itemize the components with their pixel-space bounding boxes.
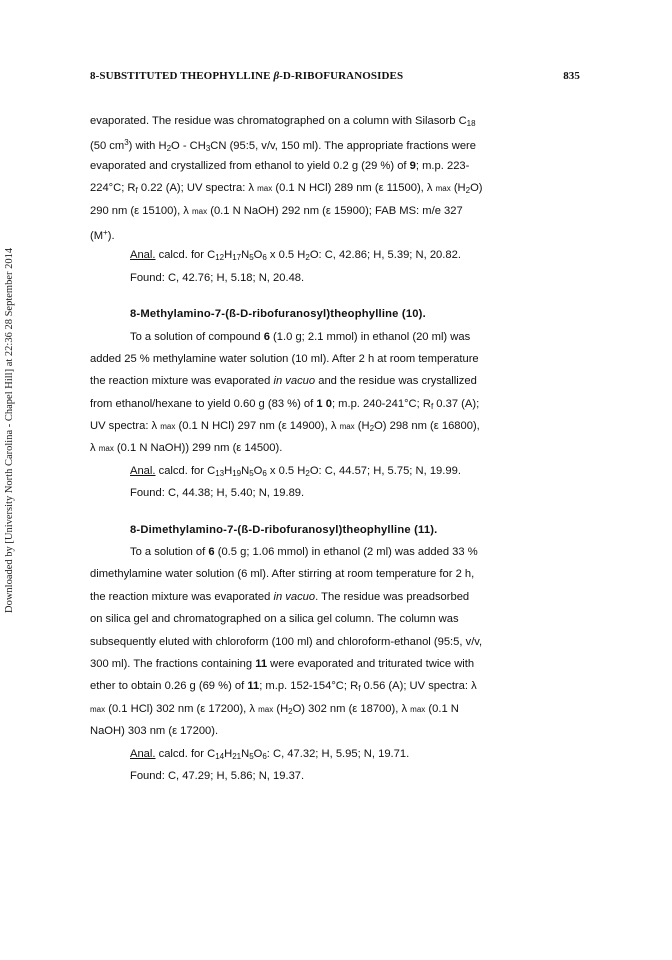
text-line: on silica gel and chromatographed on a silica gel column. The column was xyxy=(90,613,459,626)
text-line: evaporated. The residue was chromatographed on a column with Silasorb $C_{18}$ xyxy=(90,115,476,128)
text-line: dimethylamine water solution (6 ml). After stirring at room temperature for 2 h, xyxy=(90,568,475,581)
analysis-calcd: Anal. calcd. for $C_{14}H_{21}N_5O_6$: C, 47.32; H, 5.95; N, 19.71. xyxy=(130,747,410,761)
analysis-calcd: Anal. calcd. for $C_{12}H_{17}N_5O_6$ x 0.5 $H_2O$: C, 42.86; H, 5.39; N, 20.82. xyxy=(130,249,461,263)
text-line: the reaction mixture was evaporated in vacuo. The residue was preadsorbed xyxy=(90,590,470,603)
text-line: (50 $cm^3$) with $H_2O - CH_3CN$ (95:5, v/v, 150 ml). The appropriate fractions were xyxy=(90,138,477,154)
text-line: 224°C; $R_f$ 0.22 (A); UV spectra: λ max (0.1 N HCl) 289 nm (ε 11500), λ $\max (H_2O)$ xyxy=(90,182,483,196)
text-line: 300 ml). The fractions containing 11 were evaporated and triturated twice with xyxy=(90,657,475,670)
text-line: max (0.1 HCl) 302 nm (ε 17200), λ $\max (H_2O)$ 302 nm (ε 18700), λ max (0.1 N xyxy=(90,702,459,716)
elemental-analysis-11 xyxy=(90,743,590,788)
text-line: evaporated and crystallized from ethanol to yield 0.2 g (29 %) of 9; m.p. 223- xyxy=(90,159,470,172)
text-line: 290 nm (ε 15100), λ max (0.1 N NaOH) 292 nm (ε 15900); FAB MS: m/e 327 xyxy=(90,204,463,217)
text-line: from ethanol/hexane to yield 0.60 g (83 %) of 1 0; m.p. 240-241°C; $R_f$ 0.37 (A); xyxy=(90,397,480,411)
text-line: ether to obtain 0.26 g (69 %) of 11; m.p. 152-154°C; $R_f$ 0.56 (A); UV spectra: λ xyxy=(90,680,477,694)
text-line: λ max (0.1 N NaOH)) 299 nm (ε 14500). xyxy=(90,442,283,455)
elemental-analysis-9 xyxy=(90,244,590,289)
text-line: subsequently eluted with chloroform (100 ml) and chloroform-ethanol (95:5, v/v, xyxy=(90,635,483,648)
article-body xyxy=(90,110,590,787)
elemental-analysis-10 xyxy=(90,460,590,505)
text-line: the reaction mixture was evaporated in vacuo and the residue was crystallized xyxy=(90,375,477,388)
running-title: 8-SUBSTITUTED THEOPHYLLINE β-D-RIBOFURANOSIDES xyxy=(90,70,404,82)
analysis-found: Found: C, 44.38; H, 5.40; N, 19.89. xyxy=(130,487,305,500)
analysis-found: Found: C, 47.29; H, 5.86; N, 19.37. xyxy=(130,769,305,782)
section-heading-compound-10: 8-Methylamino-7-(ß-D-ribofuranosyl)theophylline (10). xyxy=(130,308,426,321)
download-notice: Downloaded by [University North Carolina - Chapel Hill] at 22:36 28 September 2014 xyxy=(4,247,15,613)
text-line: UV spectra: λ max (0.1 N HCl) 297 nm (ε 14900), λ $\max (H_2O)$ 298 nm (ε 16800), xyxy=(90,420,480,434)
paragraph-compound-10 xyxy=(90,326,590,460)
paragraph-compound-11 xyxy=(90,541,590,743)
paragraph-experimental-9 xyxy=(90,110,590,244)
text-line: To a solution of compound 6 (1.0 g; 2.1 mmol) in ethanol (20 ml) was xyxy=(130,330,471,343)
analysis-found: Found: C, 42.76; H, 5.18; N, 20.48. xyxy=(130,271,305,284)
text-line: (M+). xyxy=(90,227,115,242)
section-heading-compound-11: 8-Dimethylamino-7-(ß-D-ribofuranosyl)theophylline (11). xyxy=(130,523,438,536)
text-line: NaOH) 303 nm (ε 17200). xyxy=(90,725,219,738)
text-line: To a solution of 6 (0.5 g; 1.06 mmol) in ethanol (2 ml) was added 33 % xyxy=(130,546,478,559)
page-number: 835 xyxy=(563,70,580,82)
text-line: added 25 % methylamine water solution (10 ml). After 2 h at room temperature xyxy=(90,352,479,365)
analysis-calcd: Anal. calcd. for $C_{13}H_{19}N_5O_6$ x 0.5 $H_2O$: C, 44.57; H, 5.75; N, 19.99. xyxy=(130,464,461,478)
